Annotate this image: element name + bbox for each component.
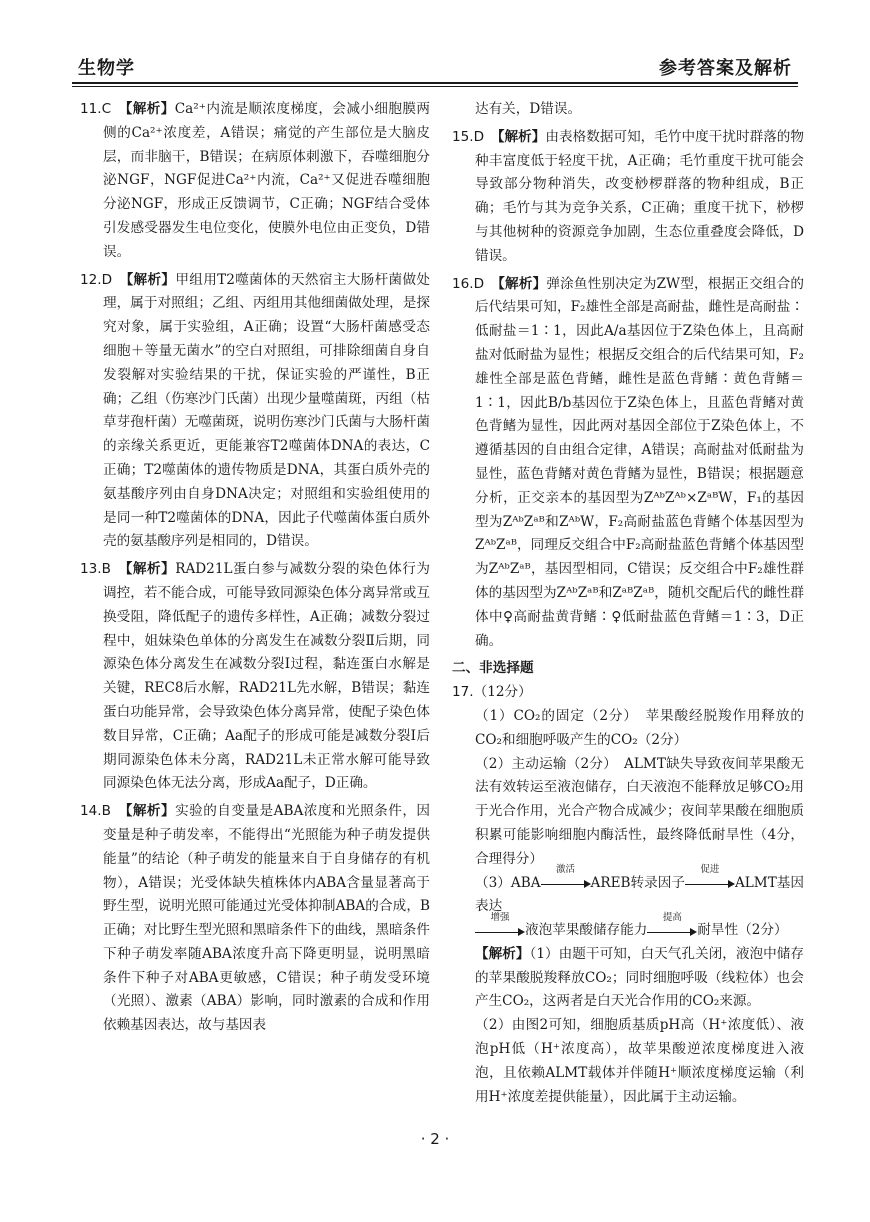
doc-title: 参考答案及解析 — [659, 58, 792, 79]
answer-text: RAD21L蛋白参与减数分裂的染色体行为调控，若不能合成，可能导致同源染色体分离异常或互换受阻，降低配子的遗传多样性，A正确；减数分裂过程中，姐妹染色单体的分离发生在减数分裂Ⅱ后期，同源染色体分离发生在减数分裂Ⅰ过程，黏连蛋白水解是关键，REC8后水解，RAD21L先水解，B错误；黏连蛋白功能异常，会导致染色体分离异常，使配子染色体数目异常，C正确；Aa配子的形成可能是减数分裂Ⅰ后期同源染色体未分离，RAD21L未正常水解可能导致同源染色体无法分离，形成Aa配子，D正确。 — [103, 561, 431, 792]
answer-item-15 — [452, 126, 804, 269]
answer-part-2: （2）主动运输（2分） ALMT缺失导致夜间苹果酸无法有效转运至液泡储存，白天液泡不能释放足够CO₂用于光合作用，光合产物合成减少；夜间苹果酸在细胞质积累可能影响细胞内酶活性，最终降低耐旱性（4分，合理得分） — [475, 755, 804, 867]
answer-item-14-continued — [452, 98, 804, 122]
subject-title: 生物学 — [78, 58, 135, 79]
answer-number: 12.D — [80, 271, 113, 288]
answer-number: 14.B — [80, 803, 111, 820]
analysis-tag: 【解析】 — [126, 271, 176, 288]
flow-node: 液泡苹果酸储存能力 — [525, 922, 648, 939]
arrow-icon — [647, 911, 697, 938]
flow-node: AREB转录因子 — [590, 874, 685, 891]
analysis-tag: 【解析】 — [498, 275, 547, 292]
arrow-label: 激活 — [556, 864, 576, 875]
answer-text: 实验的自变量是ABA浓度和光照条件，因变量是种子萌发率，不能得出“光照能为种子萌发提供能量”的结论（种子萌发的能量来自于自身储存的有机物），A错误；光受体缺失植株体内ABA含量显著高于野生型，说明光照可能通过光受体抑制ABA的合成，B正确；对比野生型光照和黑暗条件下的曲线，黑暗条件下种子萌发率随ABA浓度升高下降更明显，说明黑暗条件下种子对ABA更敏感，C错误；种子萌发受环境（光照）、激素（ABA）影响，同时激素的合成和作用依赖基因表达，故与基因表 — [103, 803, 431, 1034]
answer-number: 16.D — [452, 275, 485, 292]
answer-text: 弹涂鱼性别决定为ZW型，根据正交组合的后代结果可知，F₂雄性全部是高耐盐，雌性是高耐盐∶低耐盐＝1∶1，因此A/a基因位于Z染色体上，且高耐盐对低耐盐为显性；根据反交组合的后代结果可知，F₂雄性全部是蓝色背鳍，雌性是蓝色背鳍∶黄色背鳍＝1∶1，因此B/b基因位于Z染色体上，且蓝色背鳍对黄色背鳍为显性，因此两对基因全部位于Z染色体上，不遵循基因的自由组合定律，A错误；高耐盐对低耐盐为显性，蓝色背鳍对黄色背鳍为显性，B错误；根据题意分析，正交亲本的基因型为ZᴬᵇZᴬᵇ×ZᵃᴮW，F₁的基因型为ZᴬᵇZᵃᴮ和ZᴬᵇW，F₂高耐盐蓝色背鳍个体基因型为ZᴬᵇZᵃᴮ，同理反交组合中F₂高耐盐蓝色背鳍个体基因型为ZᴬᵇZᵃᴮ，基因型相同，C错误；反交组合中F₂雄性群体的基因型为ZᴬᵇZᵃᴮ和ZᵃᴮZᵃᴮ，随机交配后代的雌性群体中♀高耐盐黄背鳍∶♀低耐盐蓝色背鳍＝1∶3，D正确。 — [475, 275, 805, 649]
right-column — [452, 98, 804, 1109]
answer-number: 11.C — [80, 101, 112, 117]
answer-item-11 — [80, 98, 430, 265]
answer-part-3-flow-continued — [452, 911, 804, 943]
answer-item-13 — [80, 558, 430, 796]
answer-item-16 — [452, 273, 804, 654]
analysis-text: （1）由题干可知，白天气孔关闭，液泡中储存的苹果酸脱羧释放CO₂；同时细胞呼吸（线粒体）也会产生CO₂，这两者是白天光合作用的CO₂来源。 — [475, 945, 804, 1010]
answer-text: 甲组用T2噬菌体的天然宿主大肠杆菌做处理，属于对照组；乙组、丙组用其他细菌做处理，是探究对象，属于实验组，A正确；设置“大肠杆菌感受态细胞＋等量无菌水”的空白对照组，可排除细菌自身自发裂解对实验结果的干扰，保证实验的严谨性，B正确；乙组（伤寒沙门氏菌）出现少量噬菌斑，丙组（枯草芽孢杆菌）无噬菌斑，说明伤寒沙门氏菌与大肠杆菌的亲缘关系更近，更能兼容T2噬菌体DNA的表达，C正确；T2噬菌体的遗传物质是DNA，其蛋白质外壳的氨基酸序列由自身DNA决定；对照组和实验组使用的是同一种T2噬菌体的DNA，因此子代噬菌体蛋白质外壳的氨基酸序列是相同的，D错误。 — [103, 271, 431, 550]
arrow-icon — [475, 911, 525, 938]
flow-start: （3）ABA — [475, 874, 541, 891]
answer-number: 13.B — [80, 561, 111, 578]
arrow-icon — [541, 864, 591, 890]
analysis-part-1 — [452, 943, 804, 1014]
header-rule-thick — [72, 82, 798, 84]
flow-node: 耐旱性（2分） — [697, 922, 788, 939]
analysis-tag: 【解析】 — [497, 128, 546, 145]
arrow-label: 提高 — [662, 911, 682, 923]
answer-part-1: （1）CO₂的固定（2分） 苹果酸经脱羧作用释放的CO₂和细胞呼吸产生的CO₂（2分） — [475, 707, 804, 748]
answer-item-14 — [80, 800, 430, 1038]
question-number: 17. — [452, 684, 474, 701]
analysis-part-2: （2）由图2可知，细胞质基质pH高（H⁺浓度低）、液泡pH低（H⁺浓度高），故苹果酸逆浓度梯度进入液泡，且依赖ALMT载体并伴随H⁺顺浓度梯度运输（利用H⁺浓度差提供能量），因此属于主动运输。 — [475, 1017, 804, 1105]
header-rule-thin — [72, 86, 798, 87]
left-column — [80, 98, 430, 1042]
analysis-tag: 【解析】 — [125, 803, 176, 820]
analysis-tag: 【解析】 — [125, 101, 175, 117]
page-number: · 2 · — [420, 1130, 450, 1148]
page-header — [72, 50, 798, 84]
analysis-tag: 【解析】 — [475, 945, 530, 962]
answer-text: 由表格数据可知，毛竹中度干扰时群落的物种丰富度低于轻度干扰，A正确；毛竹重度干扰可能会导致部分物种消失，改变桫椤群落的物种组成，B正确；毛竹与其为竞争关系，C正确；重度干扰下，桫椤与其他树种的资源竞争加剧，生态位重叠度会降低，D错误。 — [475, 128, 805, 264]
arrow-label: 增强 — [490, 911, 510, 923]
question-score: （12分） — [473, 684, 532, 701]
arrow-label: 促进 — [700, 864, 720, 875]
flow-node: ALMT基因表达 — [475, 874, 804, 915]
answer-text: 达有关，D错误。 — [475, 101, 582, 117]
answer-text: Ca²⁺内流是顺浓度梯度，会减小细胞膜两侧的Ca²⁺浓度差，A错误；痛觉的产生部位是大脑皮层，而非脑干，B错误；在病原体刺激下，吞噬细胞分泌NGF，NGF促进Ca²⁺内流，Ca²⁺又促进吞噬细胞分泌NGF，形成正反馈调节，C正确；NGF结合受体引发感受器发生电位变化，使膜外电位由正变负，D错误。 — [103, 101, 431, 260]
arrow-icon — [685, 864, 735, 890]
answer-number: 15.D — [452, 128, 485, 145]
question-17 — [452, 681, 804, 1109]
answer-item-12 — [80, 269, 430, 555]
section-title: 二、非选择题 — [452, 660, 534, 677]
analysis-tag: 【解析】 — [125, 561, 176, 578]
